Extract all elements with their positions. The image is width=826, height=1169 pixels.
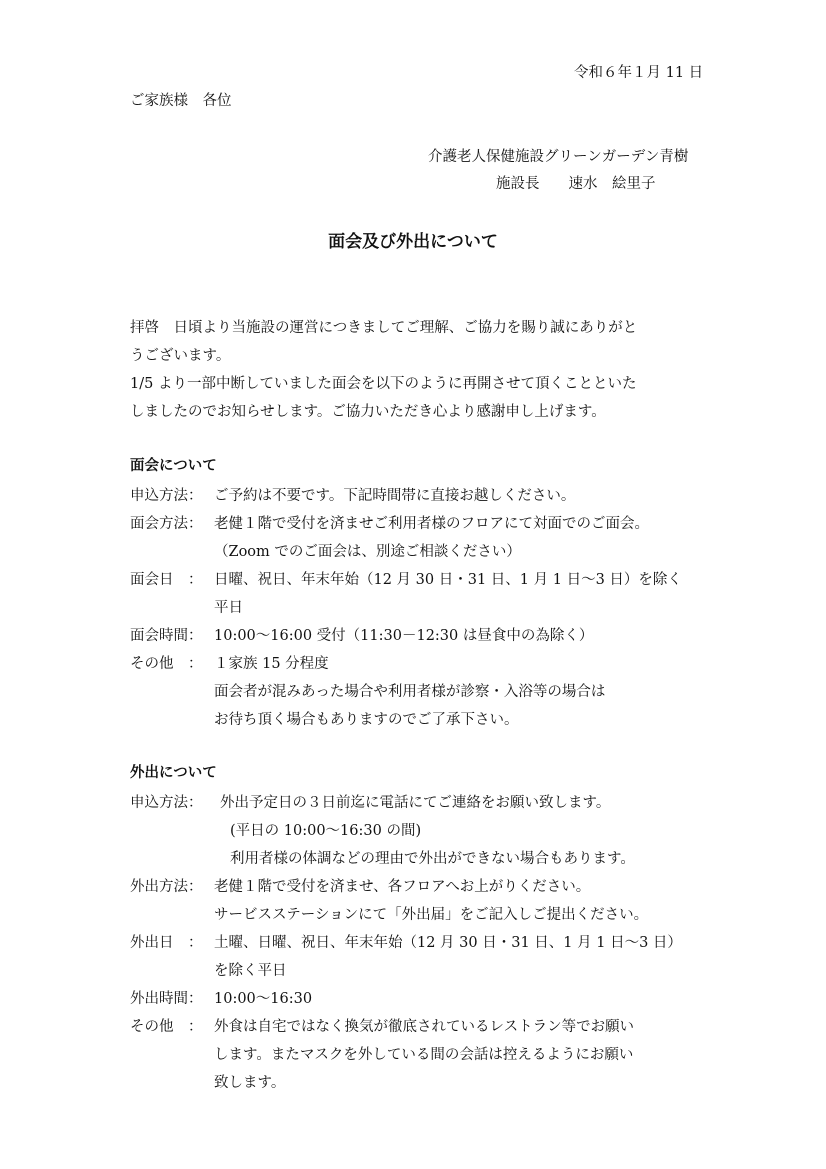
outing-time-row	[130, 985, 312, 1013]
page-title: 面会及び外出について	[328, 232, 498, 252]
recipient: ご家族様 各位	[130, 93, 232, 109]
outing-style-cont: サービスステーションにて「外出届」をご記入しご提出ください。	[214, 907, 649, 923]
intro-line: 1/5 より一部中断していました面会を以下のように再開させて頂くことといた	[130, 376, 637, 392]
outing-method-note: (平日の 10:00〜16:30 の間)	[230, 823, 422, 839]
visit-style-row	[130, 510, 649, 538]
director-name: 施設長 速水 絵里子	[496, 176, 656, 192]
visit-style-value: 老健１階で受付を済ませご利用者様のフロアにて対面でのご面会。	[214, 516, 649, 532]
outing-style-value: 老健１階で受付を済ませ、各フロアへお上がりください。	[214, 879, 591, 895]
visit-time-value: 10:00〜16:00 受付（11:30－12:30 は昼食中の為除く）	[214, 628, 594, 644]
outing-day-label: 外出日 ：	[130, 935, 203, 951]
visit-style-note: （Zoom でのご面会は、別途ご相談ください）	[214, 544, 521, 560]
visit-day-label: 面会日 ：	[130, 572, 203, 588]
outing-method-cont: 利用者様の体調などの理由で外出ができない場合もあります。	[230, 851, 635, 867]
outing-style-label: 外出方法：	[130, 879, 203, 895]
outing-day-value: 土曜、日曜、祝日、年末年始（12 月 30 日・31 日、1 月 1 日〜3 日）	[214, 935, 682, 951]
outing-style-row	[130, 873, 590, 901]
visit-day-value: 日曜、祝日、年末年始（12 月 30 日・31 日、1 月 1 日〜3 日）を除く	[214, 572, 682, 588]
outing-day-row	[130, 929, 682, 957]
outing-time-label: 外出時間：	[130, 991, 203, 1007]
intro-line: 拝啓 日頃より当施設の運営につきましてご理解、ご協力を賜り誠にありがと	[130, 320, 638, 336]
outing-method-label: 申込方法：	[130, 795, 203, 811]
outing-method-row	[130, 789, 610, 817]
visit-time-label: 面会時間：	[130, 628, 203, 644]
visit-other-row	[130, 650, 329, 678]
facility-name: 介護老人保健施設グリーンガーデン青樹	[428, 149, 689, 165]
visit-heading: 面会について	[130, 458, 217, 474]
visit-method-row	[130, 482, 575, 510]
visit-method-value: ご予約は不要です。下記時間帯に直接お越しください。	[214, 488, 576, 504]
outing-method-value: 外出予定日の３日前迄に電話にてご連絡をお願い致します。	[220, 795, 611, 811]
outing-time-value: 10:00〜16:30	[214, 991, 313, 1007]
visit-day-row	[130, 566, 682, 594]
visit-method-label: 申込方法：	[130, 488, 203, 504]
outing-other-row	[130, 1013, 634, 1041]
outing-other-value: 外食は自宅ではなく換気が徹底されているレストラン等でお願い	[214, 1019, 635, 1035]
visit-other-cont: お待ち頂く場合もありますのでご了承下さい。	[214, 712, 519, 728]
outing-heading: 外出について	[130, 765, 217, 781]
outing-day-cont: を除く平日	[214, 963, 287, 979]
outing-other-label: その他 ：	[130, 1019, 203, 1035]
outing-other-cont: 致します。	[214, 1075, 286, 1091]
visit-other-cont: 面会者が混みあった場合や利用者様が診察・入浴等の場合は	[214, 684, 606, 700]
outing-other-cont: します。またマスクを外している間の会話は控えるようにお願い	[214, 1047, 634, 1063]
intro-line: うございます。	[130, 348, 231, 364]
visit-style-label: 面会方法：	[130, 516, 203, 532]
visit-other-label: その他 ：	[130, 656, 203, 672]
intro-line: しましたのでお知らせします。ご協力いただき心より感謝申し上げます。	[130, 404, 606, 420]
visit-other-value: １家族 15 分程度	[214, 656, 329, 672]
document-date: 令和６年１月 11 日	[574, 65, 704, 81]
visit-time-row	[130, 622, 593, 650]
visit-day-cont: 平日	[214, 600, 243, 616]
